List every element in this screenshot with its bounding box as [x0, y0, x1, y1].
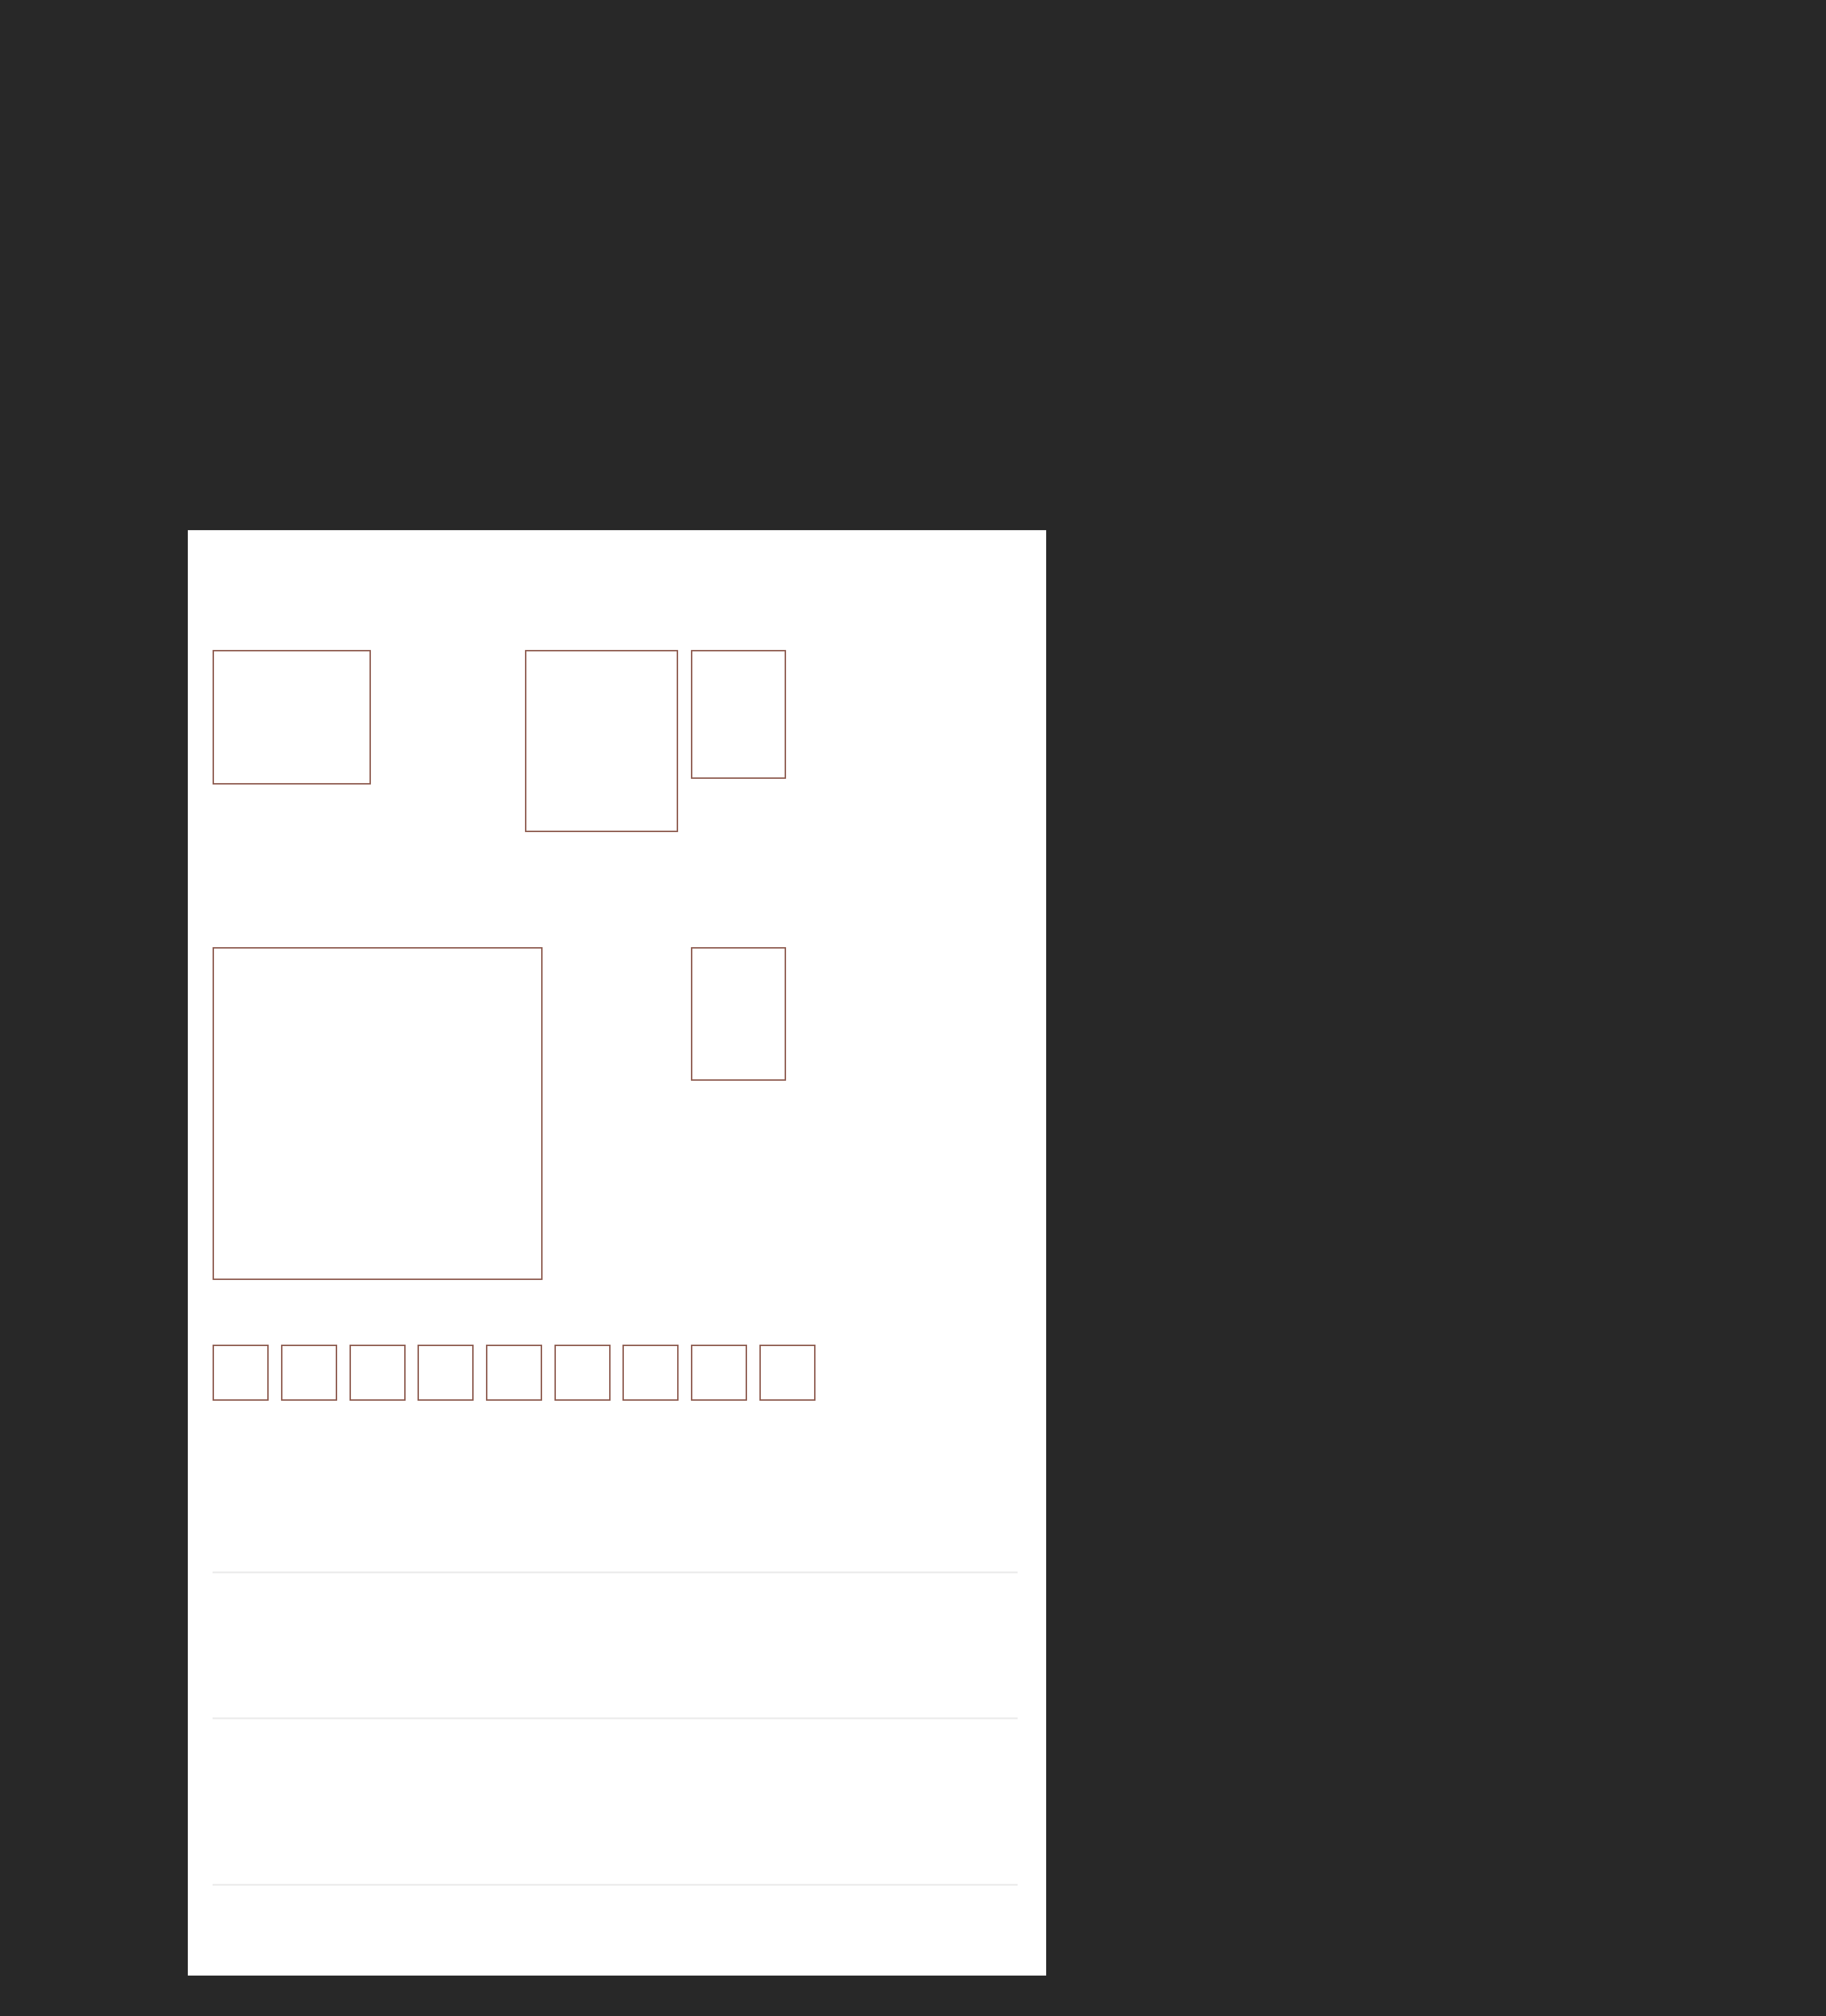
divider	[213, 1717, 1018, 1719]
portfolio-thumbnail[interactable]	[486, 1345, 542, 1401]
portfolio-image-placeholder[interactable]	[691, 947, 786, 1081]
portfolio-image-placeholder[interactable]	[691, 650, 786, 779]
portfolio-image-placeholder[interactable]	[525, 650, 678, 832]
portfolio-thumbnail[interactable]	[759, 1345, 816, 1401]
portfolio-image-placeholder[interactable]	[213, 947, 543, 1280]
portfolio-thumbnail[interactable]	[281, 1345, 337, 1401]
portfolio-image-placeholder[interactable]	[213, 650, 371, 785]
divider	[213, 1884, 1018, 1886]
portfolio-thumbnail[interactable]	[350, 1345, 406, 1401]
divider	[213, 1571, 1018, 1573]
portfolio-page-mockup	[188, 530, 1046, 1976]
portfolio-thumbnail[interactable]	[691, 1345, 747, 1401]
portfolio-thumbnail[interactable]	[418, 1345, 474, 1401]
portfolio-thumbnail[interactable]	[213, 1345, 269, 1401]
portfolio-thumbnail[interactable]	[554, 1345, 611, 1401]
portfolio-thumbnail[interactable]	[622, 1345, 679, 1401]
